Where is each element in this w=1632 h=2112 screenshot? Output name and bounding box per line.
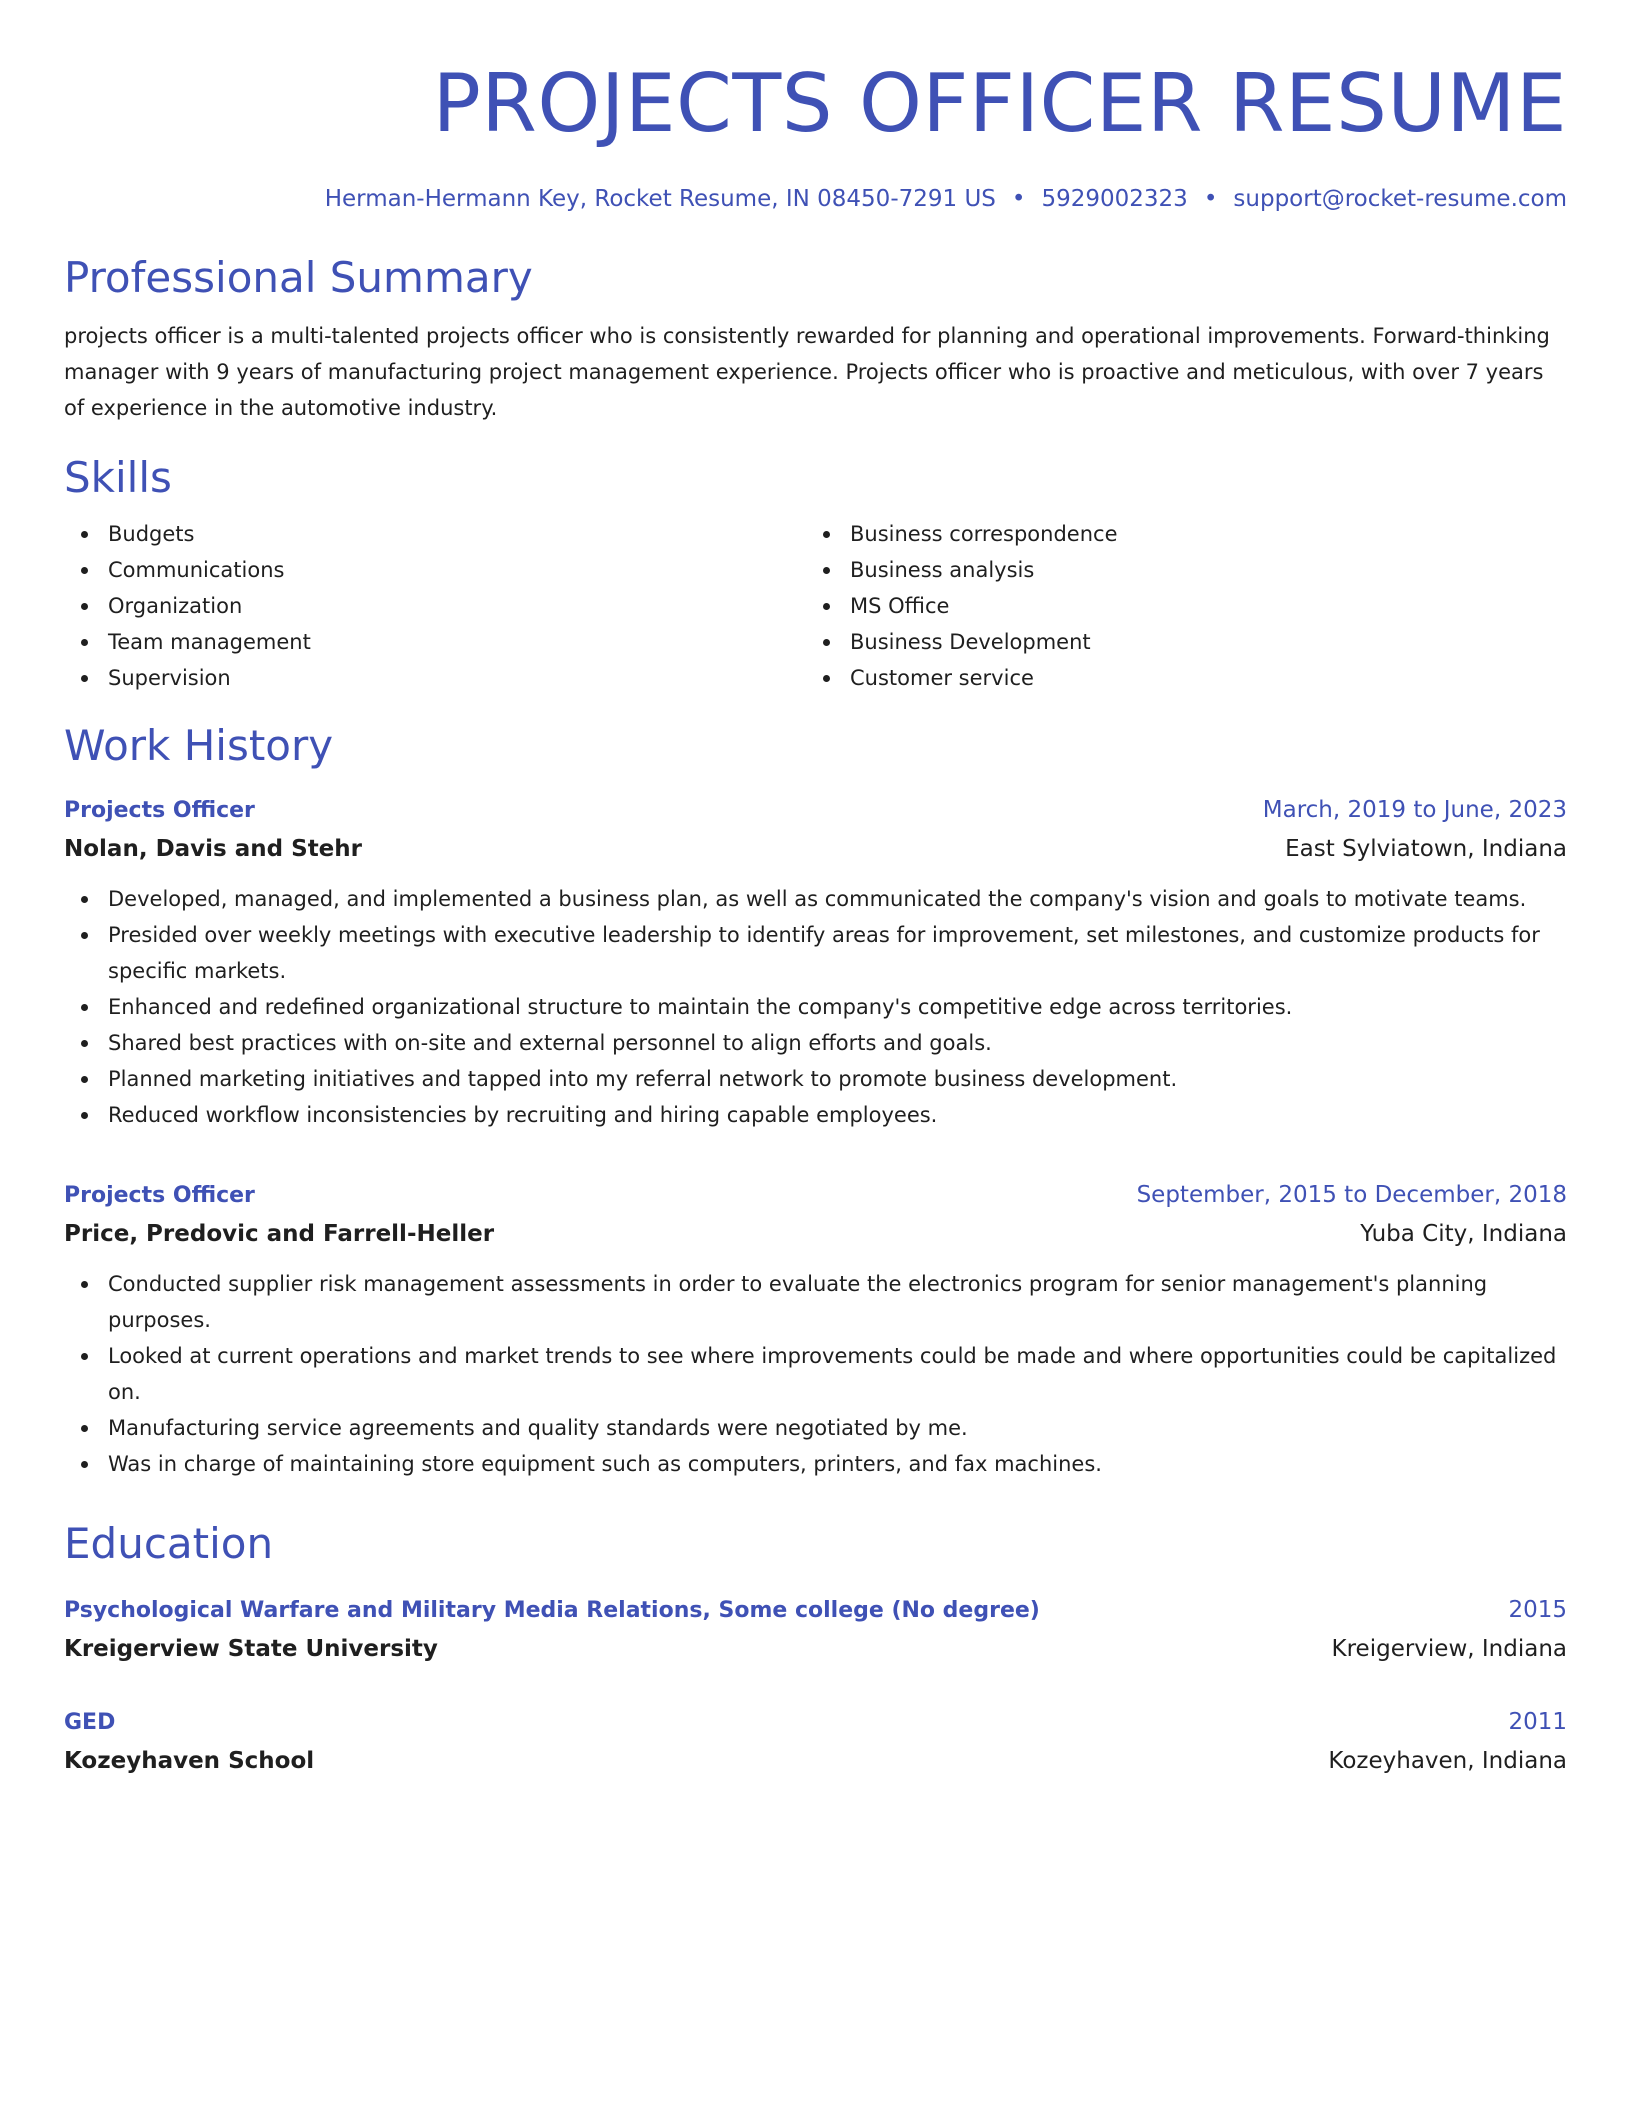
skill-item: Communications bbox=[64, 552, 806, 588]
summary-section bbox=[64, 252, 1567, 426]
skill-item: Organization bbox=[64, 588, 806, 624]
education-year: 2011 bbox=[1508, 1709, 1567, 1735]
skill-item: Supervision bbox=[64, 660, 806, 696]
work-history-section bbox=[64, 720, 1567, 1482]
skill-item: Business Development bbox=[806, 624, 1548, 660]
skills-column-left bbox=[64, 516, 806, 696]
education-degree: GED bbox=[64, 1710, 116, 1735]
job-bullets bbox=[64, 1266, 1567, 1482]
job-title: Projects Officer bbox=[64, 1183, 255, 1208]
education-school: Kozeyhaven School bbox=[64, 1748, 315, 1774]
job-bullet: Presided over weekly meetings with executive leadership to identify areas for improvement, set milestones, and customize products for specific markets. bbox=[64, 917, 1567, 989]
job-location: East Sylviatown, Indiana bbox=[1285, 836, 1567, 862]
skill-item: Business analysis bbox=[806, 552, 1548, 588]
job-bullets bbox=[64, 881, 1567, 1133]
education-degree-row bbox=[64, 1704, 1567, 1742]
job-employer: Nolan, Davis and Stehr bbox=[64, 836, 363, 862]
skill-item: Team management bbox=[64, 624, 806, 660]
job-employer: Price, Predovic and Farrell-Heller bbox=[64, 1221, 495, 1247]
education-section bbox=[64, 1518, 1567, 1780]
skill-item: Budgets bbox=[64, 516, 806, 552]
education-school: Kreigerview State University bbox=[64, 1636, 438, 1662]
education-school-row bbox=[64, 1742, 1567, 1780]
education-degree-row bbox=[64, 1592, 1567, 1630]
job-bullet: Enhanced and redefined organizational structure to maintain the company's competitive edge across territories. bbox=[64, 989, 1567, 1025]
job-entry bbox=[64, 1177, 1567, 1482]
section-heading-work-history: Work History bbox=[64, 721, 334, 770]
skills-column-right bbox=[806, 516, 1548, 696]
section-heading-skills: Skills bbox=[64, 453, 172, 502]
summary-text: projects officer is a multi-talented projects officer who is consistently rewarded for planning and operational improvements. Forward-thinking manager with 9 years of manufacturing project management experience. Projects officer who is proactive and meticulous, with over 7 years of experience in the automotive industry. bbox=[64, 324, 1550, 420]
contact-email[interactable]: support@rocket-resume.com bbox=[1233, 186, 1567, 212]
job-bullet: Was in charge of maintaining store equipment such as computers, printers, and fax machines. bbox=[64, 1446, 1567, 1482]
skill-item: MS Office bbox=[806, 588, 1548, 624]
job-bullet: Looked at current operations and market trends to see where improvements could be made and where opportunities could be capitalized on. bbox=[64, 1338, 1567, 1410]
education-degree: Psychological Warfare and Military Media Relations, Some college (No degree) bbox=[64, 1598, 1040, 1623]
resume-header bbox=[64, 56, 1567, 214]
job-location: Yuba City, Indiana bbox=[1360, 1221, 1567, 1247]
education-location: Kozeyhaven, Indiana bbox=[1328, 1748, 1567, 1774]
education-location: Kreigerview, Indiana bbox=[1331, 1636, 1567, 1662]
job-bullet: Reduced workflow inconsistencies by recruiting and hiring capable employees. bbox=[64, 1097, 1567, 1133]
section-heading-summary: Professional Summary bbox=[64, 253, 533, 302]
contact-line bbox=[64, 184, 1567, 214]
resume-page bbox=[64, 56, 1567, 1780]
education-entry bbox=[64, 1704, 1567, 1780]
job-employer-row bbox=[64, 1214, 1567, 1254]
contact-separator: • bbox=[1011, 186, 1026, 212]
education-school-row bbox=[64, 1630, 1567, 1668]
job-bullet: Manufacturing service agreements and quality standards were negotiated by me. bbox=[64, 1410, 1567, 1446]
contact-phone: 5929002323 bbox=[1041, 186, 1188, 212]
job-employer-row bbox=[64, 829, 1567, 869]
job-bullet: Shared best practices with on-site and external personnel to align efforts and goals. bbox=[64, 1025, 1567, 1061]
job-dates: September, 2015 to December, 2018 bbox=[1136, 1182, 1567, 1208]
job-bullet: Planned marketing initiatives and tapped into my referral network to promote business development. bbox=[64, 1061, 1567, 1097]
job-entry bbox=[64, 792, 1567, 1133]
job-title-row bbox=[64, 1177, 1567, 1214]
contact-address: Herman-Hermann Key, Rocket Resume, IN 08450-7291 US bbox=[324, 186, 996, 212]
skills-grid bbox=[64, 516, 1567, 696]
document-title: PROJECTS OFFICER RESUME bbox=[432, 57, 1567, 150]
education-entry bbox=[64, 1592, 1567, 1668]
job-bullet: Developed, managed, and implemented a business plan, as well as communicated the company's vision and goals to motivate teams. bbox=[64, 881, 1567, 917]
job-dates: March, 2019 to June, 2023 bbox=[1262, 797, 1567, 823]
education-year: 2015 bbox=[1508, 1597, 1567, 1623]
job-title: Projects Officer bbox=[64, 798, 255, 823]
section-heading-education: Education bbox=[64, 1519, 274, 1568]
skill-item: Business correspondence bbox=[806, 516, 1548, 552]
skills-section bbox=[64, 452, 1567, 696]
skill-item: Customer service bbox=[806, 660, 1548, 696]
job-title-row bbox=[64, 792, 1567, 829]
job-bullet: Conducted supplier risk management assessments in order to evaluate the electronics program for senior management's planning purposes. bbox=[64, 1266, 1567, 1338]
contact-separator: • bbox=[1203, 186, 1218, 212]
